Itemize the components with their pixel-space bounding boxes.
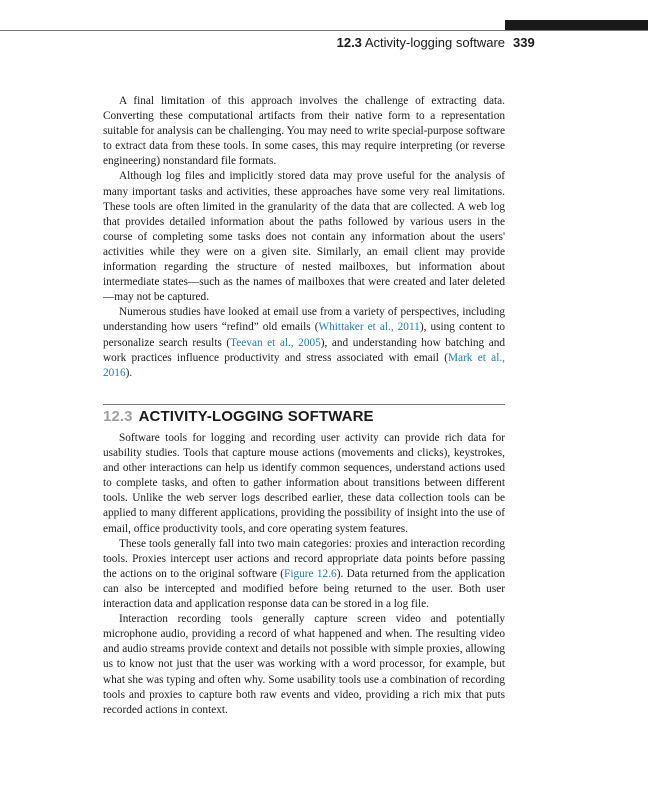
paragraph-3: Numerous studies have looked at email use from a variety of perspectives, including understanding how users “refind” old emails (Whittaker et al., 2011), using content to personalize search results (Teevan et al., 2005), and understanding how batching and work practices influence productivity and stress associated with email (Mark et al., 2016). [103,306,506,379]
citation-mark-2016[interactable]: Mark et al., 2016 [103,351,505,379]
header-rule [0,30,648,31]
paragraph-5: These tools generally fall into two main categories: proxies and interaction recording tools. Proxies intercept user actions and record appropriate data points before passing the actions on to the original software (Figure 12.6). Data returned from the application can also be intercepted and modified before being returned to the user. Both user interaction data and application response data can be stored in a log file. [103,537,506,611]
section-heading-number: 12.3 [103,408,133,425]
header-corner-bar [505,20,648,30]
section-heading-title: ACTIVITY-LOGGING SOFTWARE [138,408,374,425]
paragraph-6: Interaction recording tools generally capture screen video and potentially microphone audio, providing a record of what happened and when. The resulting video and audio streams provide context and details not possible with simple proxies, allowing us to know not just that the user was working with a word processor, for example, but what she was typing and often why. Some usability tools use a combination of recording tools and proxies to capture both raw events and video, providing a rich mix that puts recorded actions in context. [103,613,505,716]
running-head-section-title: Activity-logging software [364,35,505,50]
citation-whittaker-2011[interactable]: Whittaker et al., 2011 [318,321,420,334]
figure-reference-12-6[interactable]: Figure 12.6 [284,567,337,580]
lower-text-block [103,431,505,718]
paragraph-4: Software tools for logging and recording user activity can provide rich data for usability studies. Tools that capture mouse actions (movements and clicks), keystrokes, and other interactions can help us identify common sequences, understand actions used to complete tasks, and often to gather information about transitions between different tools. Unlike the web server logs described earlier, these data collection tools can be applied to many different applications, providing the possibility of insight into the use of email, office productivity tools, and core operating system features. [103,432,505,535]
section-heading [103,408,374,425]
running-head [250,35,505,50]
paragraph-1: A final limitation of this approach involves the challenge of extracting data. Converting these computational artifacts from their native form to a representation suitable for analysis can be challenging. You may need to write special-purpose software to extract data from these tools. In some cases, this may require interpreting (or reverse engineering) nonstandard file formats. [103,95,505,168]
page-number: 339 [513,35,535,50]
running-head-section-number: 12.3 [336,35,362,50]
paragraph-2: Although log files and implicitly stored data may prove useful for the analysis of many important tasks and activities, these approaches have some very real limitations. These tools are often limited in the granularity of the data that are collected. A web log that provides detailed information about the paths followed by various users in the course of completing some tasks does not contain any information about the users' activities while they were on a given site. Similarly, an email client may provide information regarding the structure of nested mailboxes, but information about intermediate states—such as the names of mailboxes that were created and later deleted—may not be captured. [103,170,505,304]
section-rule [103,404,505,405]
citation-teevan-2005[interactable]: Teevan et al., 2005 [230,336,321,349]
upper-text-block [103,94,505,381]
